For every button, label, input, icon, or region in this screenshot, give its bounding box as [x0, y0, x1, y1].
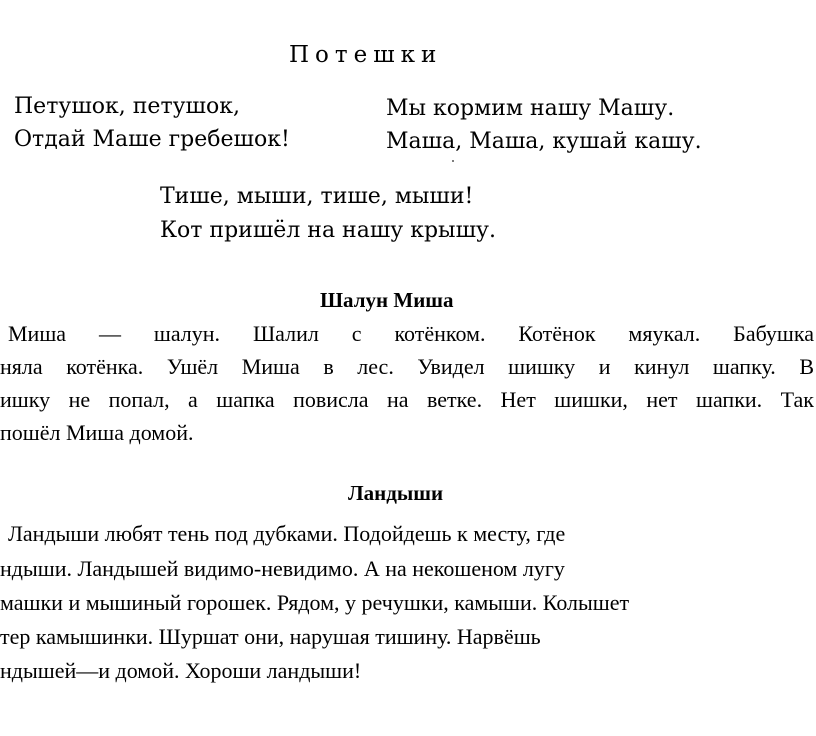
paragraph-line: няла котёнка. Ушёл Миша в лес. Увидел шишку и кинул шапку. В [0, 354, 814, 379]
paragraph-line: Ландыши любят тень под дубками. Подойдешь к месту, где [8, 521, 566, 546]
paragraph-line: пошёл Миша домой. [0, 420, 194, 445]
paragraph-line: ндыши. Ландышей видимо-невидимо. А на некошеном лугу [0, 556, 565, 581]
paragraph-line: ишку не попал, а шапка повисла на ветке. Нет шишки, нет шапки. Так [0, 387, 814, 412]
rhyme-line: Мы кормим нашу Машу. [386, 96, 675, 121]
paragraph-line: Миша — шалун. Шалил с котёнком. Котёнок мяукал. Бабушка [8, 321, 814, 346]
story-title-shalun-misha: Шалун Миша [320, 288, 454, 312]
rhyme-line: Тише, мыши, тише, мыши! [160, 184, 474, 209]
paragraph-line: тер камышинки. Шуршат они, нарушая тишину. Нарвёшь [0, 624, 541, 649]
rhyme-line: Кот пришёл на нашу крышу. [160, 218, 496, 243]
poteshki-title: Потешки [289, 42, 443, 68]
paragraph-line: машки и мышиный горошек. Рядом, у речушки, камыши. Колышет [0, 590, 630, 615]
rhyme-line: Маша, Маша, кушай кашу. [386, 129, 702, 154]
print-speck [452, 160, 454, 162]
story-title-landyshi: Ландыши [348, 481, 444, 505]
paragraph-line: ндышей—и домой. Хороши ландыши! [0, 658, 362, 683]
rhyme-line: Отдай Маше гребешок! [14, 127, 290, 152]
rhyme-line: Петушок, петушок, [14, 94, 240, 119]
